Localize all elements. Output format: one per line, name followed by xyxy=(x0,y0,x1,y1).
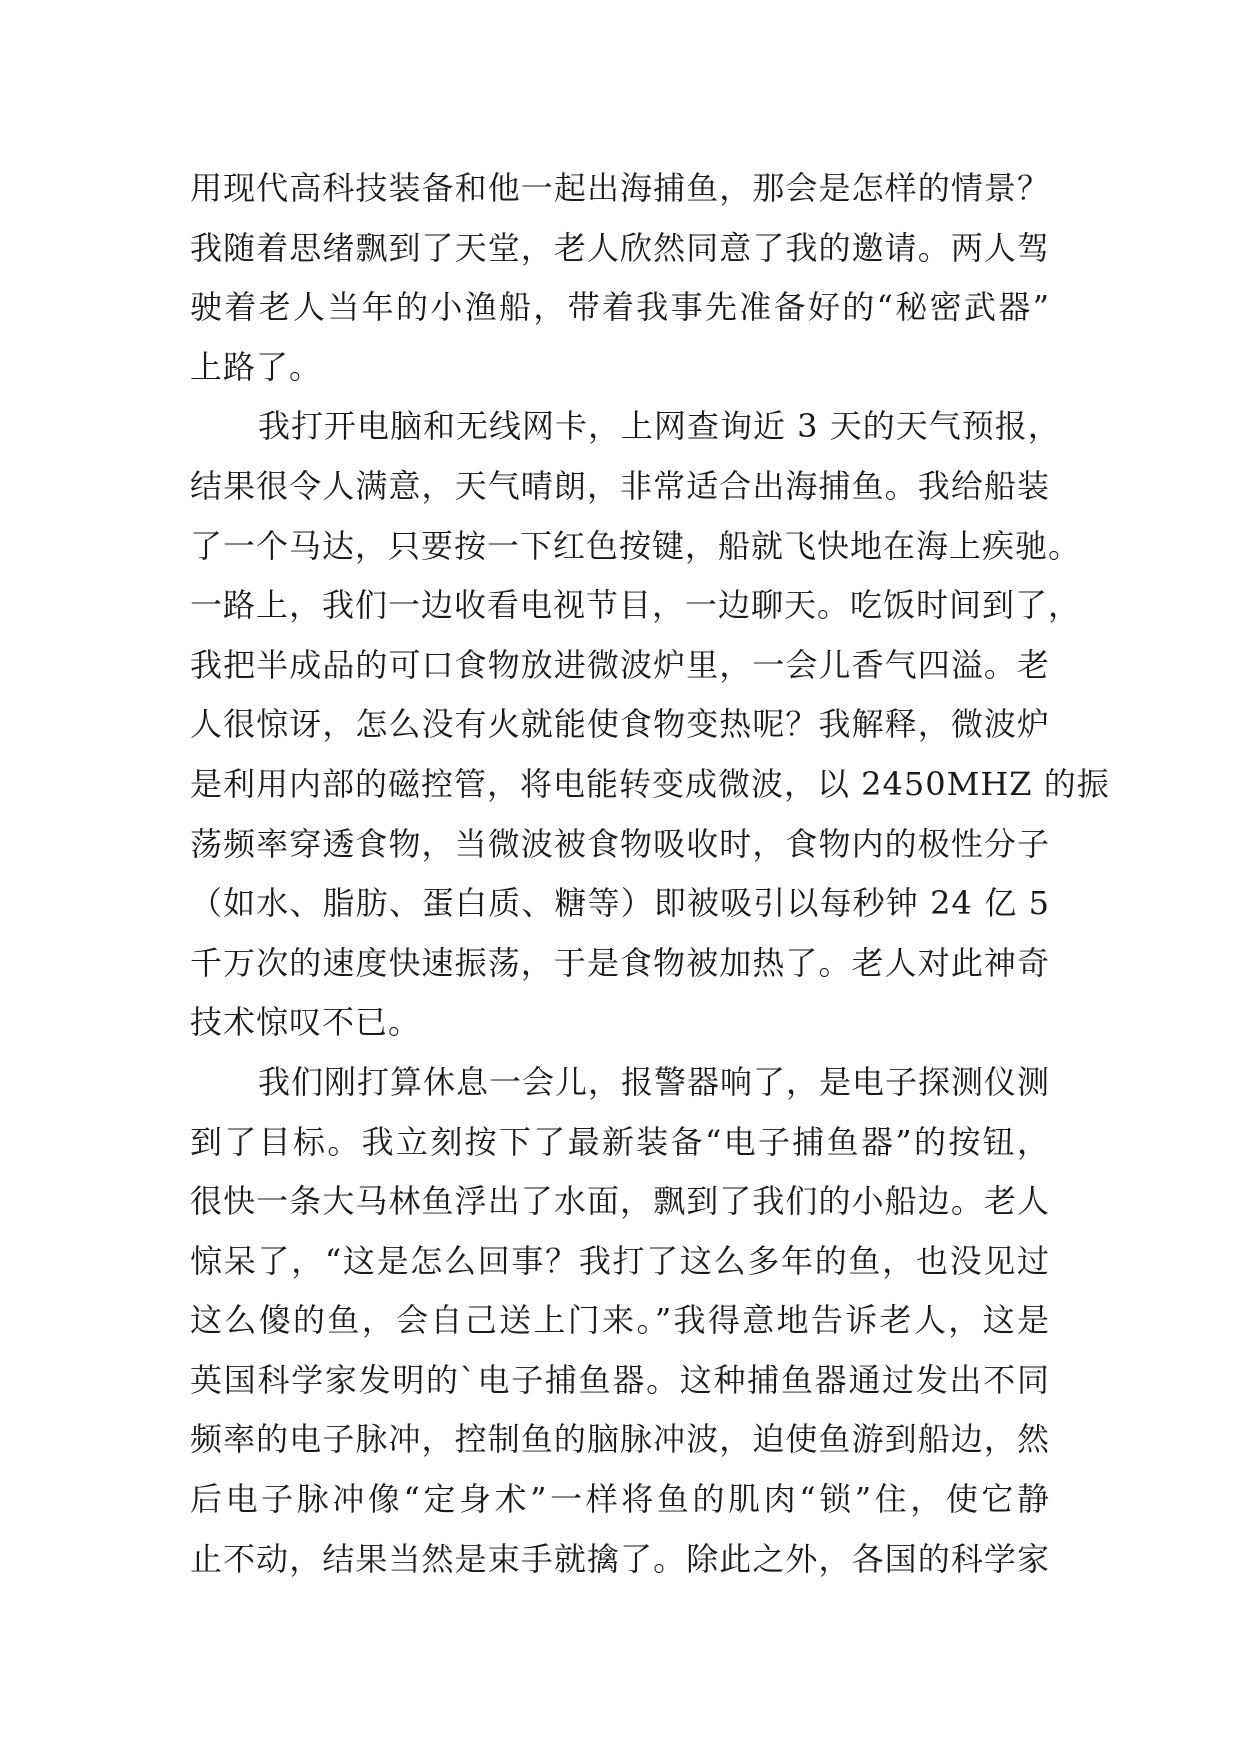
text-line: 到了目标。我立刻按下了最新装备“电子捕鱼器”的按钮， xyxy=(190,1122,1050,1161)
text-line: 后电子脉冲像“定身术”一样将鱼的肌肉“锁”住，使它静 xyxy=(190,1480,1050,1519)
text-line: 我随着思绪飘到了天堂，老人欣然同意了我的邀请。两人驾 xyxy=(190,228,1050,267)
text-line: 千万次的速度快速振荡，于是食物被加热了。老人对此神奇 xyxy=(190,943,1050,982)
text-line: 一路上，我们一边收看电视节目，一边聊天。吃饭时间到了， xyxy=(190,586,1082,625)
text-line: 这么傻的鱼，会自己送上门来。”我得意地告诉老人，这是 xyxy=(190,1301,1050,1340)
text-line: 我把半成品的可口食物放进微波炉里，一会儿香气四溢。老 xyxy=(190,645,1050,684)
text-line: 人很惊讶，怎么没有火就能使食物变热呢？我解释，微波炉 xyxy=(190,705,1050,744)
text-line: 频率的电子脉冲，控制鱼的脑脉冲波，迫使鱼游到船边，然 xyxy=(190,1420,1050,1459)
text-line: 用现代高科技装备和他一起出海捕鱼，那会是怎样的情景？ xyxy=(190,169,1050,207)
text-line: 荡频率穿透食物，当微波被食物吸收时，食物内的极性分子 xyxy=(190,824,1050,863)
text-line: 惊呆了，“这是怎么回事？我打了这么多年的鱼，也没见过 xyxy=(190,1241,1050,1280)
paragraph-first-line: 我们刚打算休息一会儿，报警器响了，是电子探测仪测 xyxy=(258,1062,1051,1101)
text-line: 结果很令人满意，天气晴朗，非常适合出海捕鱼。我给船装 xyxy=(190,466,1050,505)
body-text xyxy=(190,159,1110,1589)
text-line: 止不动，结果当然是束手就擒了。除此之外，各国的科学家 xyxy=(190,1539,1050,1578)
paragraph-end-line: 上路了。 xyxy=(190,347,323,386)
text-line: 很快一条大马林鱼浮出了水面，飘到了我们的小船边。老人 xyxy=(190,1182,1050,1221)
text-line: 驶着老人当年的小渔船，带着我事先准备好的“秘密武器” xyxy=(190,288,1050,327)
text-line: 了一个马达，只要按一下红色按键，船就飞快地在海上疾驰。 xyxy=(190,526,1082,565)
text-line: 英国科学家发明的`电子捕鱼器。这种捕鱼器通过发出不同 xyxy=(190,1360,1050,1399)
paragraph-end-line: 技术惊叹不已。 xyxy=(190,1003,422,1042)
paragraph-first-line: 我打开电脑和无线网卡，上网查询近 3 天的天气预报， xyxy=(258,407,1061,446)
text-line: 是利用内部的磁控管，将电能转变成微波，以 2450MHZ 的振 xyxy=(190,764,1110,803)
text-line: （如水、脂肪、蛋白质、糖等）即被吸引以每秒钟 24 亿 5 xyxy=(190,884,1050,923)
